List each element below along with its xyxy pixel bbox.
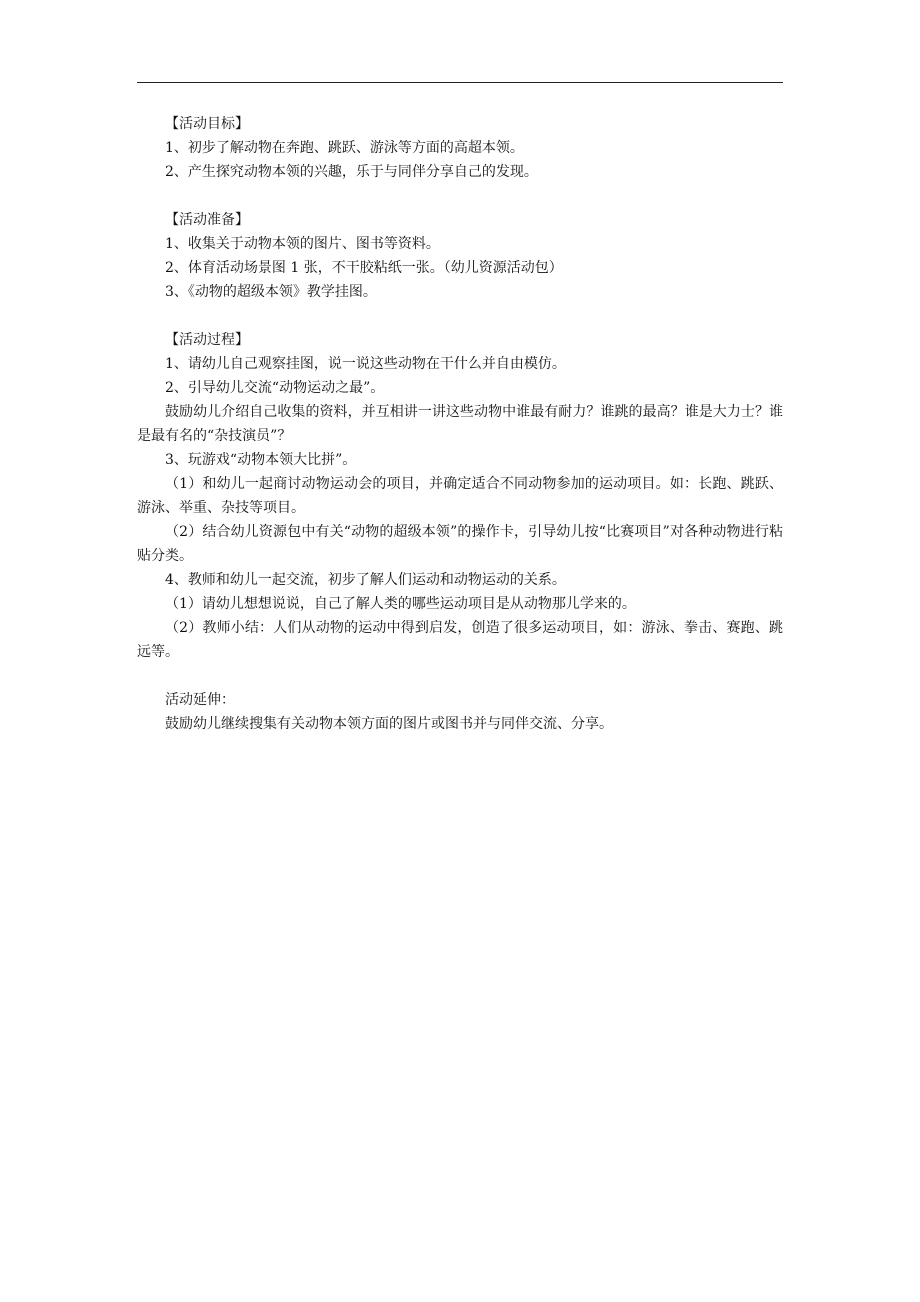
document-body <box>137 112 783 736</box>
process-paragraph: 鼓励幼儿介绍自己收集的资料，并互相讲一讲这些动物中谁最有耐力？谁跳的最高？谁是大力士？谁是最有名的“杂技演员”？ <box>137 404 783 444</box>
process-subitem: （2）教师小结：人们从动物的运动中得到启发，创造了很多运动项目，如：游泳、拳击、赛跑、跳远等。 <box>137 620 783 660</box>
process-subitem: （2）结合幼儿资源包中有关“动物的超级本领”的操作卡，引导幼儿按“比赛项目”对各种动物进行粘贴分类。 <box>137 524 783 564</box>
prep-item: 2、体育活动场景图 1 张，不干胶粘纸一张。（幼儿资源活动包） <box>165 260 563 276</box>
prep-item: 3、《动物的超级本领》教学挂图。 <box>165 284 377 300</box>
process-item: 2、引导幼儿交流“动物运动之最”。 <box>165 380 385 396</box>
extension-item: 鼓励幼儿继续搜集有关动物本领方面的图片或图书并与同伴交流、分享。 <box>165 716 613 732</box>
goals-item: 2、产生探究动物本领的兴趣，乐于与同伴分享自己的发现。 <box>165 164 538 180</box>
process-subitem: （1）和幼儿一起商讨动物运动会的项目，并确定适合不同动物参加的运动项目。如：长跑、跳跃、游泳、举重、杂技等项目。 <box>137 476 783 516</box>
section-gap <box>137 184 783 208</box>
process-item: 1、请幼儿自己观察挂图，说一说这些动物在干什么并自由模仿。 <box>165 356 566 372</box>
section-gap <box>137 304 783 328</box>
goals-heading: 【活动目标】 <box>165 116 249 132</box>
goals-item: 1、初步了解动物在奔跑、跳跃、游泳等方面的高超本领。 <box>165 140 524 156</box>
prep-heading: 【活动准备】 <box>165 212 249 228</box>
extension-heading: 活动延伸： <box>165 692 235 708</box>
process-item: 4、教师和幼儿一起交流，初步了解人们运动和动物运动的关系。 <box>165 572 566 588</box>
prep-item: 1、收集关于动物本领的图片、图书等资料。 <box>165 236 440 252</box>
process-item: 3、玩游戏“动物本领大比拼”。 <box>165 452 357 468</box>
process-heading: 【活动过程】 <box>165 332 249 348</box>
process-subitem: （1）请幼儿想想说说，自己了解人类的哪些运动项目是从动物那儿学来的。 <box>165 596 636 612</box>
header-rule <box>137 82 783 83</box>
section-gap <box>137 664 783 688</box>
